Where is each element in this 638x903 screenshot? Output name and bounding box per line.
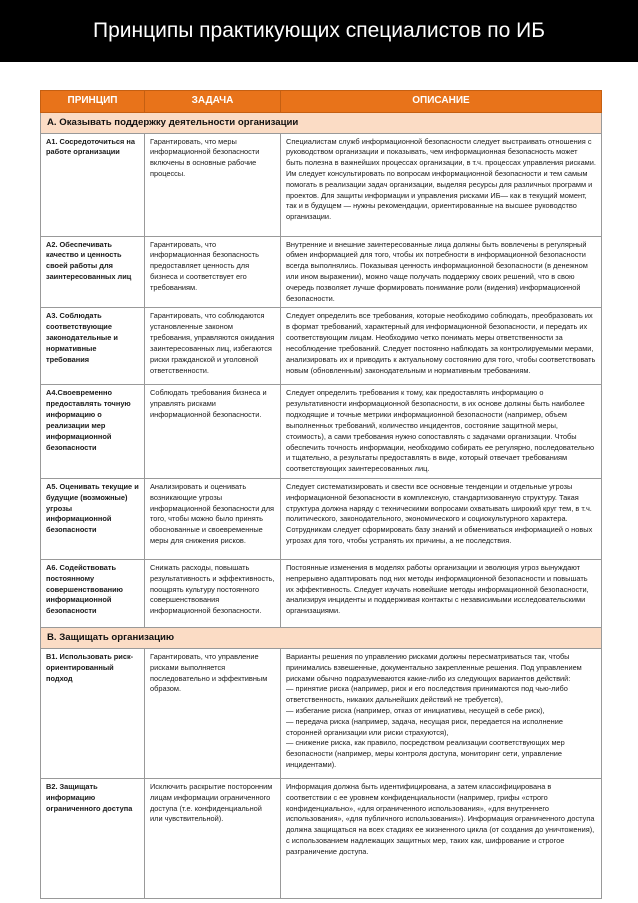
table-row	[41, 385, 602, 479]
task-cell: Исключить раскрытие посторонним лицам информации ограниченного доступа (т.е. конфиденциальной или чувствительной).	[145, 778, 281, 898]
principle-cell: А3. Соблюдать соответствующие законодательные и нормативные требования	[41, 308, 145, 385]
principle-cell: А1. Сосредоточиться на работе организации	[41, 133, 145, 236]
principle-cell: А4.Своевременно предоставлять точную информацию о реализации мер информационной безопасности	[41, 385, 145, 479]
task-cell: Гарантировать, что информационная безопасность предоставляет ценность для бизнеса и соответствует его требованиям.	[145, 236, 281, 308]
task-cell: Гарантировать, что меры информационной безопасности включены в основные рабочие процессы.	[145, 133, 281, 236]
table-row	[41, 236, 602, 308]
header-task: ЗАДАЧА	[145, 91, 281, 113]
description-cell: Следует систематизировать и свести все основные тенденции и отдельные угрозы информационной безопасности в комплексную, стандартизованную структуру. Такая структура должна наряду с техническими вопросами охватывать широкий круг тем, в т.ч. политического, законодательного, экономического и социокультурного характера. Сотрудникам следует сформировать базу знаний и обмениваться информацией о новых угрозах для того, чтобы устранять их причины, а не последствия.	[281, 478, 602, 559]
task-cell: Гарантировать, что управление рисками выполняется последовательно и эффективным образом.	[145, 648, 281, 778]
header-principle: ПРИНЦИП	[41, 91, 145, 113]
table-row	[41, 308, 602, 385]
description-cell: Внутренние и внешние заинтересованные лица должны быть вовлечены в регулярный обмен информацией для того, чтобы их потребности в информационной безопасности всегда выполнялись. Показывая ценность информационной безопасности (в денежном или ином выражении), можно чаще получать поддержку своих решений, что в свою очередь позволяет лучше формировать понимание роли (видения) информационной безопасности.	[281, 236, 602, 308]
task-cell: Снижать расходы, повышать результативность и эффективность, поощрять культуру постоянного совершенствования информационной безопасности.	[145, 559, 281, 627]
task-cell: Соблюдать требования бизнеса и управлять рисками информационной безопасности.	[145, 385, 281, 479]
section-title-b: B. Защищать организацию	[41, 627, 602, 648]
principle-cell: А5. Оценивать текущие и будущие (возможные) угрозы информационной безопасности	[41, 478, 145, 559]
table-row	[41, 478, 602, 559]
principles-table	[40, 90, 602, 899]
principle-cell: B1. Использовать риск-ориентированный подход	[41, 648, 145, 778]
task-cell: Гарантировать, что соблюдаются установленные законом требования, управляются ожидания заинтересованных лиц, избегаются риски гражданской и уголовной ответственности.	[145, 308, 281, 385]
header-description: ОПИСАНИЕ	[281, 91, 602, 113]
section-row	[41, 627, 602, 648]
description-cell: Постоянные изменения в моделях работы организации и эволюция угроз вынуждают непрерывно адаптировать под них методы информационной безопасности и повышать их эффективность. Следует изучать новейшие методы информационной безопасности, анализируя инциденты и поддерживая контакты с независимыми исследовательскими организациями.	[281, 559, 602, 627]
section-row	[41, 112, 602, 133]
description-cell: Информация должна быть идентифицирована, а затем классифицирована в соответствии с ее уровнем конфиденциальности (например, грифы «строго конфиденциально», «для ограниченного использования», «для внутреннего использования», «для публичного использования»). Информация ограниченного доступа должна защищаться на всех стадиях ее жизненного цикла (от создания до уничтожения), с использованием надлежащих защитных мер, таких как, шифрование и строгое разграничение доступа.	[281, 778, 602, 898]
table-row	[41, 778, 602, 898]
principle-cell: А2. Обеспечивать качество и ценность своей работы для заинтересованных лиц	[41, 236, 145, 308]
page-title: Принципы практикующих специалистов по ИБ	[93, 19, 545, 42]
table-header-row	[41, 91, 602, 113]
description-cell: Варианты решения по управлению рисками должны пересматриваться так, чтобы принимались взвешенные, документально закрепленные решения. Под управлением рисками обычно подразумеваются какие-либо из следующих вариантов действий: — принятие риска (например, риск и его последствия принимаются под чью-либо ответственность, никаких дальнейших действий не требуется), — избегание риска (например, отказ от инициативы, несущей в себе риск), — передача риска (например, задача, несущая риск, передается на исполнение сторонней организации или риски страхуются), — снижение риска, как правило, посредством реализации соответствующих мер безопасности (например, меры контроля доступа, мониторинг сети, управление инцидентами).	[281, 648, 602, 778]
description-cell: Следует определить все требования, которые необходимо соблюдать, преобразовать их в формат требований, характерный для информационной безопасности, и передать их соответствующим лицам. Необходимо четко понимать меры ответственности за несоблюдение требований. Следует постоянно наблюдать за контролируемыми мерами, анализировать их и приводить к актуальному состоянию для того, чтобы соответствовать новым (обновленным) законодательным и нормативным требованиям.	[281, 308, 602, 385]
principle-cell: B2. Защищать информацию ограниченного доступа	[41, 778, 145, 898]
table-row	[41, 559, 602, 627]
table-row	[41, 133, 602, 236]
table-row	[41, 648, 602, 778]
page-title-banner	[0, 0, 638, 62]
principle-cell: А6. Содействовать постоянному совершенствованию информационной безопасности	[41, 559, 145, 627]
section-title-a: А. Оказывать поддержку деятельности организации	[41, 112, 602, 133]
description-cell: Специалистам служб информационной безопасности следует выстраивать отношения с руководством организации и показывать, чем информационная безопасность может быть полезна в важнейших процессах организации, в т.ч. процессах управления рисками. Им следует консультировать по вопросам информационной безопасности и тем самым помогать в реализации задач организации, выделяя ресурсы для различных программ и проектов. Для защиты информации и управления рисками ИБ— как в текущий момент, так и в будущем — нужны рекомендации, ориентированные на высшее руководство организации.	[281, 133, 602, 236]
description-cell: Следует определить требования к тому, как предоставлять информацию о результативности информационной безопасности, в их основе должны быть наиболее подходящие и точные метрики информационной безопасности (например, объем выполненных требований, количество инцидентов, состояние защитной меры, стоимость), а сами требования нужно сопоставлять с задачами организации. Чтобы обеспечить точность информации, необходимо собирать ее регулярно, последовательно и тщательно, а результаты предоставлять в виде, который отвечает требованиям соответствующих заинтересованных лиц.	[281, 385, 602, 479]
task-cell: Анализировать и оценивать возникающие угрозы информационной безопасности для того, чтобы можно было принять обоснованные и своевременные меры для снижения рисков.	[145, 478, 281, 559]
